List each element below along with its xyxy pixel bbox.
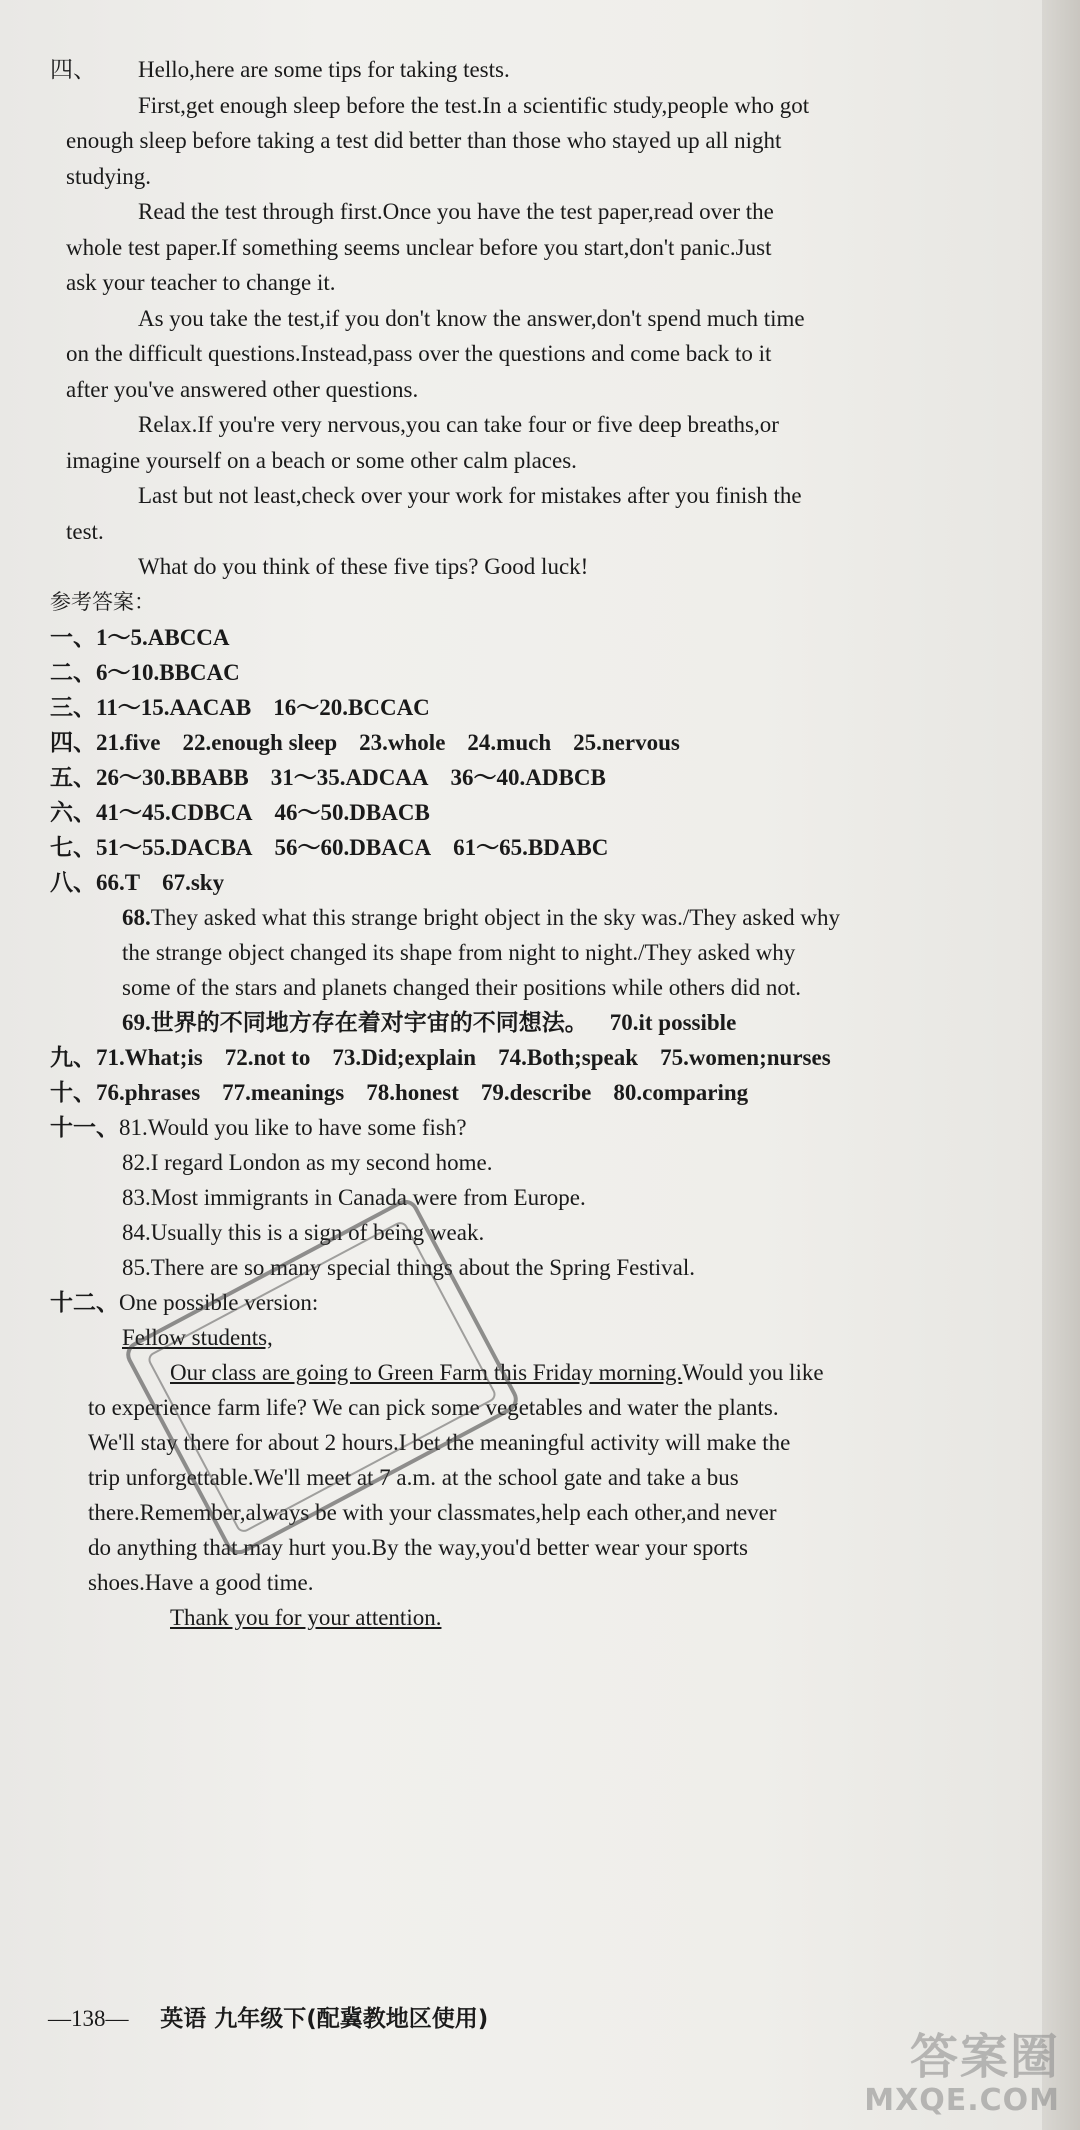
- watermark-url: MXQE.COM: [864, 2083, 1060, 2118]
- row-text: 51～55.DACBA: [96, 834, 253, 860]
- row-text: 75.women;nurses: [660, 1044, 831, 1070]
- answer-text: 81.Would you like to have some fish?: [119, 1114, 467, 1140]
- answer-row-12: [50, 1285, 910, 1320]
- essay-line: there.Remember,always be with your classmates,help each other,and never: [88, 1499, 777, 1525]
- passage-line: [50, 52, 910, 88]
- passage-line: What do you think of these five tips? Good luck!: [138, 554, 589, 579]
- answer-row-9: [50, 1040, 910, 1075]
- answer-row-7: [50, 830, 910, 865]
- answer-row-4: [50, 725, 910, 760]
- row-text: 36～40.ADBCB: [450, 764, 606, 790]
- row-text: 67.sky: [162, 869, 225, 895]
- essay-closing: Thank you for your attention.: [170, 1604, 442, 1630]
- passage-line: studying.: [66, 163, 151, 189]
- answer-68-line: some of the stars and planets changed their positions while others did not.: [122, 974, 802, 1000]
- essay-text: Would you like: [682, 1359, 824, 1385]
- watermark-logo: 答案圈: [909, 2029, 1060, 2085]
- row-label: 九、: [50, 1044, 96, 1070]
- passage-text: Hello,here are some tips for taking tests.: [138, 57, 510, 82]
- answer-text: One possible version:: [119, 1289, 319, 1315]
- row-label: 七、: [50, 834, 96, 860]
- answer-row-5: [50, 760, 910, 795]
- essay-line: We'll stay there for about 2 hours.I bet the meaningful activity will make the: [88, 1429, 791, 1455]
- row-label: 六、: [50, 799, 96, 825]
- essay-line: do anything that may hurt you.By the way,you'd better wear your sports: [88, 1534, 748, 1560]
- row-text: 11～15.AACAB: [96, 694, 252, 720]
- row-text: 23.whole: [359, 729, 446, 755]
- essay-greeting: Fellow students,: [122, 1324, 273, 1350]
- row-text: 66.T: [96, 869, 141, 895]
- essay-line: trip unforgettable.We'll meet at 7 a.m. at the school gate and take a bus: [88, 1464, 739, 1490]
- row-label: 十一、: [50, 1114, 119, 1140]
- row-text: 22.enough sleep: [182, 729, 338, 755]
- row-text: 78.honest: [366, 1079, 459, 1105]
- answer-text: 69.世界的不同地方存在着对宇宙的不同想法。: [122, 1009, 588, 1035]
- passage-line: whole test paper.If something seems unclear before you start,don't panic.Just: [66, 234, 772, 260]
- answer-82: 82.I regard London as my second home.: [122, 1149, 493, 1175]
- answer-row-1: [50, 620, 910, 655]
- passage-line: Read the test through first.Once you have the test paper,read over the: [138, 199, 774, 224]
- section-label: 四、: [50, 57, 96, 82]
- row-text: 56～60.DBACA: [274, 834, 432, 860]
- question-number: 68.: [122, 904, 151, 930]
- row-label: 二、: [50, 659, 96, 685]
- passage-line: enough sleep before taking a test did better than those who stayed up all night: [66, 128, 782, 153]
- row-text: 77.meanings: [222, 1079, 345, 1105]
- answer-83: 83.Most immigrants in Canada were from Europe.: [122, 1184, 586, 1210]
- essay-line: to experience farm life? We can pick some vegetables and water the plants.: [88, 1394, 779, 1420]
- row-label: 三、: [50, 694, 96, 720]
- answers-heading: 参考答案：: [50, 589, 155, 614]
- row-text: 24.much: [467, 729, 552, 755]
- row-text: 76.phrases: [96, 1079, 201, 1105]
- essay-line: shoes.Have a good time.: [88, 1569, 314, 1595]
- page-edge: [1042, 0, 1080, 2130]
- answer-row-11: [50, 1110, 910, 1145]
- answer-text: 70.it possible: [609, 1009, 737, 1035]
- row-text: 1～5.ABCCA: [96, 624, 230, 650]
- answer-row-2: [50, 655, 910, 690]
- watermark: [840, 2018, 1070, 2118]
- essay-closing-line: [50, 1600, 910, 1635]
- answer-68-line: the strange object changed its shape from night to night./They asked why: [122, 939, 796, 965]
- page-number: —138—: [48, 2006, 129, 2031]
- row-text: 26～30.BBABB: [96, 764, 249, 790]
- row-text: 21.five: [96, 729, 161, 755]
- passage-line: ask your teacher to change it.: [66, 270, 336, 295]
- row-label: 十、: [50, 1079, 96, 1105]
- row-text: 73.Did;explain: [332, 1044, 477, 1070]
- passage-line: test.: [66, 518, 104, 544]
- answer-row-6: [50, 795, 910, 830]
- row-text: 6～10.BBCAC: [96, 659, 240, 685]
- row-text: 74.Both;speak: [498, 1044, 639, 1070]
- answer-69-70: [50, 1005, 910, 1040]
- row-text: 71.What;is: [96, 1044, 203, 1070]
- passage-line: on the difficult questions.Instead,pass over the questions and come back to it: [66, 341, 772, 366]
- passage-line: after you've answered other questions.: [66, 376, 419, 402]
- page-footer: [48, 2000, 488, 2033]
- row-text: 31～35.ADCAA: [270, 764, 429, 790]
- row-text: 72.not to: [224, 1044, 311, 1070]
- row-text: 16～20.BCCAC: [273, 694, 430, 720]
- passage-line: imagine yourself on a beach or some other calm places.: [66, 447, 577, 473]
- answer-85: 85.There are so many special things about the Spring Festival.: [122, 1254, 695, 1280]
- passage-line: Last but not least,check over your work for mistakes after you finish the: [138, 483, 802, 508]
- row-label: 四、: [50, 729, 96, 755]
- passage-line: First,get enough sleep before the test.In a scientific study,people who got: [138, 92, 810, 118]
- row-text: 80.comparing: [613, 1079, 749, 1105]
- row-text: 25.nervous: [573, 729, 680, 755]
- footer-subject: 英语 九年级下(配冀教地区使用): [160, 2006, 489, 2032]
- passage-line: As you take the test,if you don't know the answer,don't spend much time: [138, 305, 805, 331]
- row-label: 一、: [50, 624, 96, 650]
- row-text: 61～65.BDABC: [453, 834, 609, 860]
- answer-row-8: [50, 865, 910, 900]
- row-text: 46～50.DBACB: [274, 799, 430, 825]
- answer-84: 84.Usually this is a sign of being weak.: [122, 1219, 485, 1245]
- row-label: 八、: [50, 869, 96, 895]
- answer-row-3: [50, 690, 910, 725]
- essay-text: Our class are going to Green Farm this Friday morning.: [170, 1359, 683, 1385]
- row-text: 41～45.CDBCA: [96, 799, 253, 825]
- passage-line: Relax.If you're very nervous,you can take four or five deep breaths,or: [138, 412, 779, 437]
- row-text: 79.describe: [480, 1079, 592, 1105]
- answer-68-line: [50, 900, 910, 935]
- answer-text: They asked what this strange bright object in the sky was./They asked why: [150, 904, 840, 930]
- row-label: 十二、: [50, 1289, 119, 1315]
- row-label: 五、: [50, 764, 96, 790]
- answer-row-10: [50, 1075, 910, 1110]
